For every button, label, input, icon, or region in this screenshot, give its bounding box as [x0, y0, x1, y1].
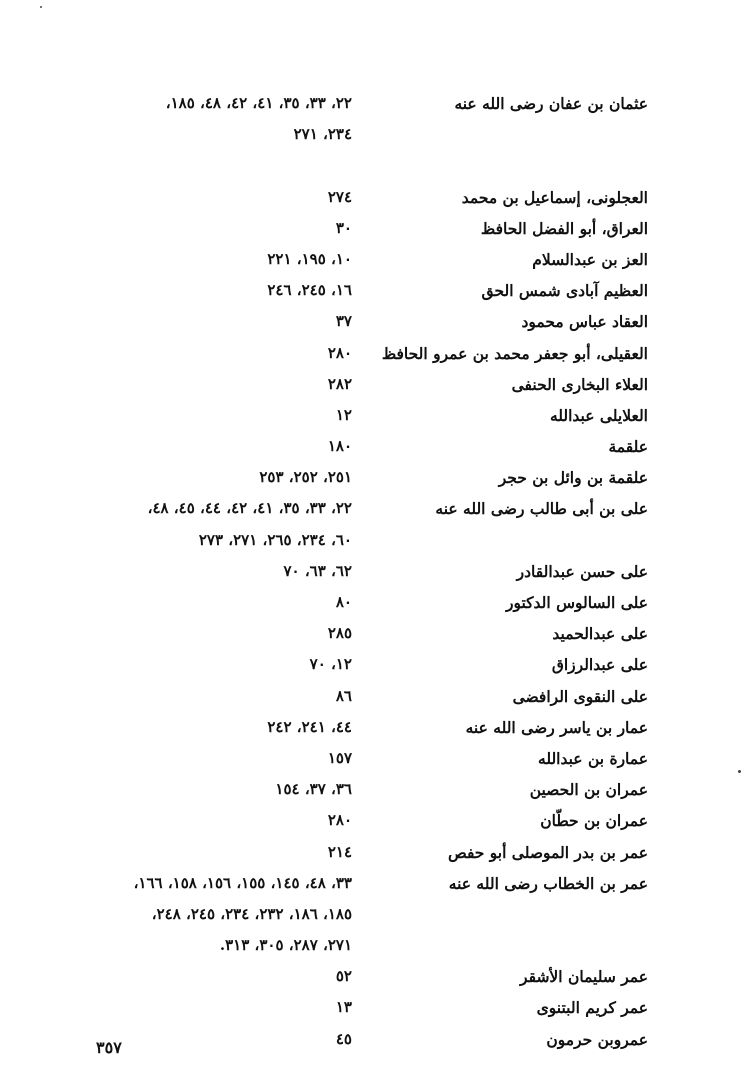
entry-pages: ٨٦ [335, 686, 352, 705]
index-entry [0, 681, 744, 712]
index-list [0, 88, 744, 1055]
entry-pages: ٢٨٢ [327, 374, 352, 393]
entry-name: عمروبن حرمون [546, 1029, 648, 1049]
index-entry [0, 182, 744, 213]
entry-name: على السالوس الدكتور [505, 593, 648, 612]
entry-pages: ٣٠ [335, 218, 352, 237]
entry-pages: ٢٨٥ [327, 624, 352, 643]
index-entry [0, 244, 744, 275]
entry-pages: ٣٣، ٤٨، ١٤٥، ١٥٥، ١٥٦، ١٥٨، ١٦٦، [133, 873, 352, 892]
index-entry [0, 338, 744, 369]
entry-pages: ٢٧١، ٢٨٧، ٣٠٥، ٣١٣. [219, 936, 352, 955]
index-entry [0, 88, 744, 119]
entry-name: العراق، أبو الفضل الحافظ [480, 218, 648, 238]
entry-name: العز بن عبدالسلام [532, 249, 648, 269]
entry-name: العظيم آبادى شمس الحق [481, 281, 648, 301]
entry-pages: ١٢ [335, 405, 352, 424]
index-entry [0, 587, 744, 618]
index-entry [0, 774, 744, 805]
entry-name: العقاد عباس محمود [521, 312, 648, 332]
entry-pages: ٦٠، ٢٣٤، ٢٦٥، ٢٧١، ٢٧٣ [198, 530, 352, 549]
index-entry [0, 213, 744, 244]
index-entry [0, 618, 744, 649]
entry-pages: ١٨٠ [327, 437, 352, 456]
index-entry [0, 556, 744, 587]
entry-name: عمران بن الحصين [529, 780, 648, 800]
entry-name: على عبدالحميد [552, 624, 648, 644]
entry-name: العجلونى، إسماعيل بن محمد [461, 187, 648, 207]
index-entry [0, 930, 744, 961]
index-entry [0, 150, 744, 181]
entry-pages: ١٨٥، ١٨٦، ٢٣٢، ٢٣٤، ٢٤٥، ٢٤٨، [151, 904, 352, 923]
entry-name: عمر سليمان الأشقر [520, 967, 648, 987]
entry-name: عمران بن حطّان [540, 811, 648, 831]
index-entry [0, 119, 744, 150]
entry-pages: ٢١٤ [327, 842, 352, 861]
entry-pages: ٢٧٤ [327, 187, 352, 206]
index-entry [0, 275, 744, 306]
entry-pages: ٣٧ [335, 312, 352, 331]
index-entry [0, 649, 744, 680]
entry-pages: ١٢، ٧٠ [309, 655, 352, 674]
index-entry [0, 899, 744, 930]
entry-name: على حسن عبدالقادر [516, 561, 648, 581]
index-entry [0, 525, 744, 556]
index-entry [0, 493, 744, 524]
entry-pages: ٣٦، ٣٧، ١٥٤ [275, 780, 352, 799]
entry-pages: ٤٥ [335, 1029, 352, 1048]
entry-name: عمر بن الخطاب رضى الله عنه [448, 873, 648, 893]
entry-pages: ٢٣٤، ٢٧١ [293, 125, 352, 144]
entry-name: عثمان بن عفان رضى الله عنه [454, 94, 648, 113]
entry-name: علقمة [608, 437, 648, 457]
entry-pages: ٢٨٠ [327, 811, 352, 830]
entry-pages: ٢٢، ٣٣، ٣٥، ٤١، ٤٢، ٤٨، ١٨٥، [165, 94, 352, 112]
entry-pages: ١٦، ٢٤٥، ٢٤٦ [267, 281, 352, 300]
entry-pages: ٢٥١، ٢٥٢، ٢٥٣ [259, 468, 352, 487]
entry-name: علقمة بن وائل بن حجر [498, 468, 648, 488]
index-entry [0, 712, 744, 743]
entry-name: عمار بن ياسر رضى الله عنه [465, 717, 648, 737]
entry-name: العلايلى عبدالله [549, 405, 648, 425]
scan-speck [40, 6, 42, 8]
index-entry [0, 462, 744, 493]
entry-name: عمارة بن عبدالله [538, 748, 648, 768]
index-entry [0, 743, 744, 774]
index-entry [0, 961, 744, 992]
scan-speck [738, 770, 741, 773]
entry-pages: ٥٢ [335, 967, 352, 986]
index-entry [0, 306, 744, 337]
entry-name: عمر بن بدر الموصلى أبو حفص [447, 842, 648, 862]
entry-name: على بن أبى طالب رضى الله عنه [435, 499, 648, 519]
index-entry [0, 837, 744, 868]
page-number: ٣٥٧ [96, 1038, 122, 1057]
entry-pages: ٦٢، ٦٣، ٧٠ [283, 561, 352, 580]
entry-pages: ٢٢، ٣٣، ٣٥، ٤١، ٤٢، ٤٤، ٤٥، ٤٨، [147, 499, 352, 518]
entry-name: العلاء البخارى الحنفى [511, 374, 648, 394]
entry-name: عمر كريم البتنوى [536, 998, 648, 1018]
entry-pages: ٨٠ [335, 593, 352, 611]
entry-pages: ٤٤، ٢٤١، ٢٤٢ [267, 717, 352, 736]
entry-pages: ٢٨٠ [327, 343, 352, 362]
index-entry [0, 369, 744, 400]
entry-pages: ١٠، ١٩٥، ٢٢١ [267, 249, 352, 268]
index-entry [0, 868, 744, 899]
entry-pages: ١٣ [335, 998, 352, 1017]
entry-name: على النقوى الرافضى [512, 686, 648, 706]
index-entry [0, 805, 744, 836]
index-entry [0, 400, 744, 431]
entry-pages: ١٥٧ [327, 748, 352, 767]
index-entry [0, 431, 744, 462]
index-entry [0, 992, 744, 1023]
entry-name: على عبدالرزاق [551, 655, 648, 675]
entry-name: العقيلى، أبو جعفر محمد بن عمرو الحافظ [381, 343, 648, 363]
